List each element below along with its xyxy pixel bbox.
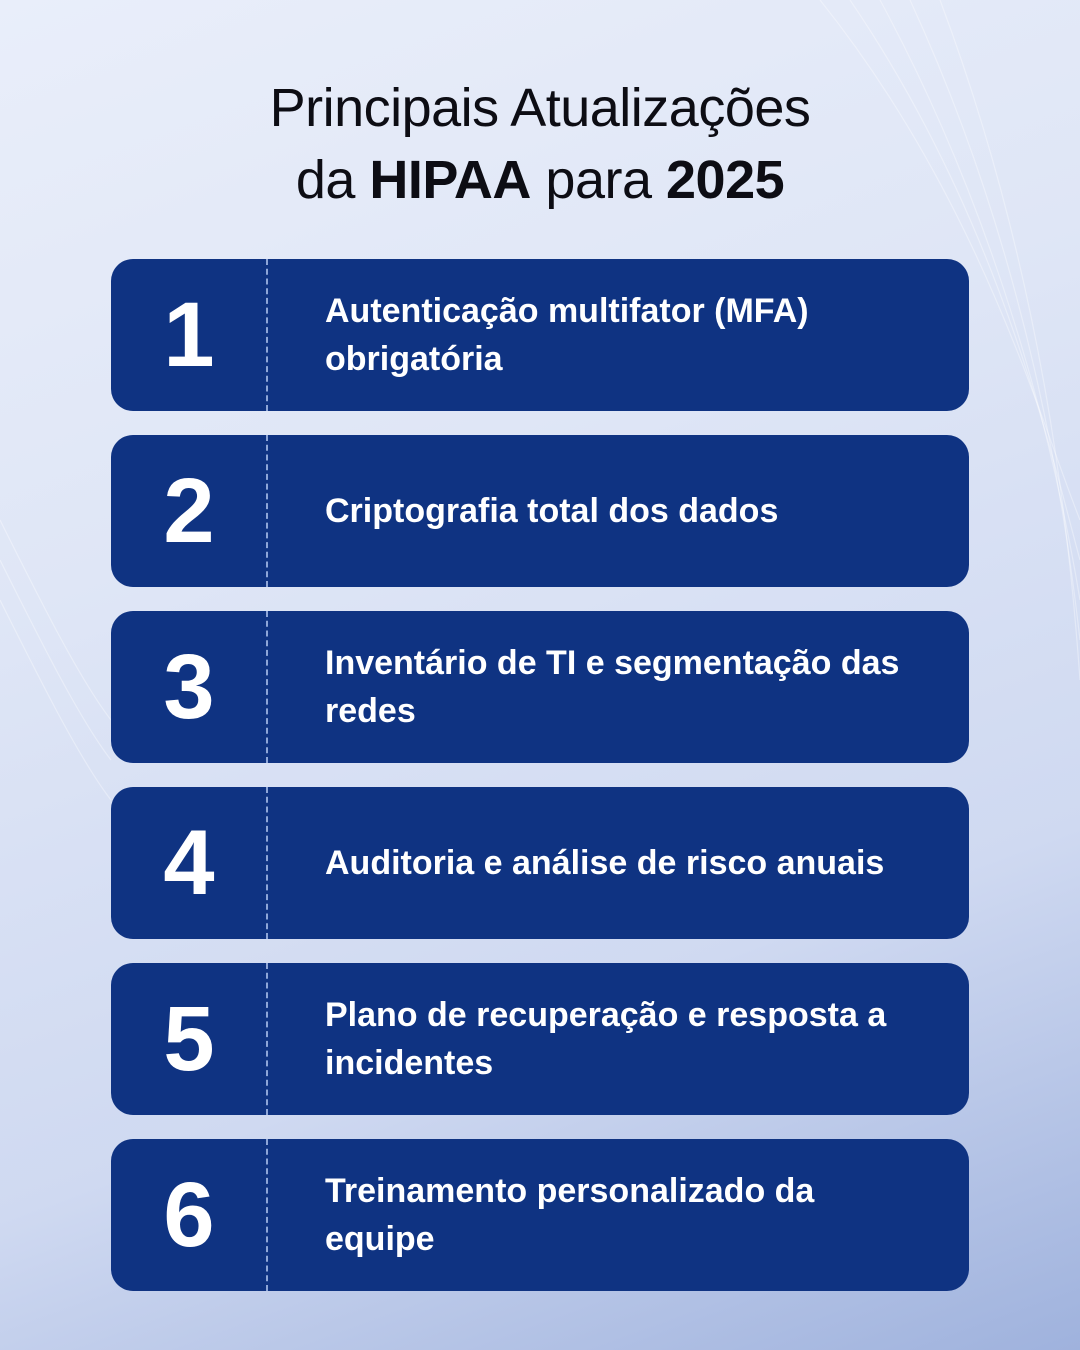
update-card-3 xyxy=(111,611,969,763)
dashed-divider xyxy=(266,611,268,763)
card-number: 5 xyxy=(163,988,215,1090)
card-text: Autenticação multifator (MFA) obrigatória xyxy=(325,292,809,378)
dashed-divider xyxy=(266,787,268,939)
card-text: Criptografia total dos dados xyxy=(325,492,779,530)
dashed-divider xyxy=(266,435,268,587)
dashed-divider xyxy=(266,963,268,1115)
updates-list xyxy=(111,259,969,1315)
card-text: Auditoria e análise de risco anuais xyxy=(325,844,885,882)
card-number: 1 xyxy=(163,284,215,386)
dashed-divider xyxy=(266,1139,268,1291)
card-number: 4 xyxy=(163,812,215,914)
title-highlight-hipaa: HIPAA xyxy=(369,150,531,210)
card-text: Plano de recuperação e resposta a incidentes xyxy=(325,996,887,1082)
card-number: 2 xyxy=(163,460,215,562)
update-card-2 xyxy=(111,435,969,587)
card-text: Inventário de TI e segmentação das redes xyxy=(325,644,900,730)
update-card-1 xyxy=(111,259,969,411)
title-highlight-year: 2025 xyxy=(666,150,785,210)
update-card-5 xyxy=(111,963,969,1115)
page-title xyxy=(0,72,1080,216)
title-text: da xyxy=(295,150,370,210)
title-line-2 xyxy=(0,144,1080,216)
title-text: para xyxy=(530,150,667,210)
card-text: Treinamento personalizado da equipe xyxy=(325,1172,815,1258)
card-number: 6 xyxy=(163,1164,215,1266)
title-line-1: Principais Atualizações xyxy=(269,78,811,138)
card-number: 3 xyxy=(163,636,215,738)
update-card-4 xyxy=(111,787,969,939)
update-card-6 xyxy=(111,1139,969,1291)
dashed-divider xyxy=(266,259,268,411)
